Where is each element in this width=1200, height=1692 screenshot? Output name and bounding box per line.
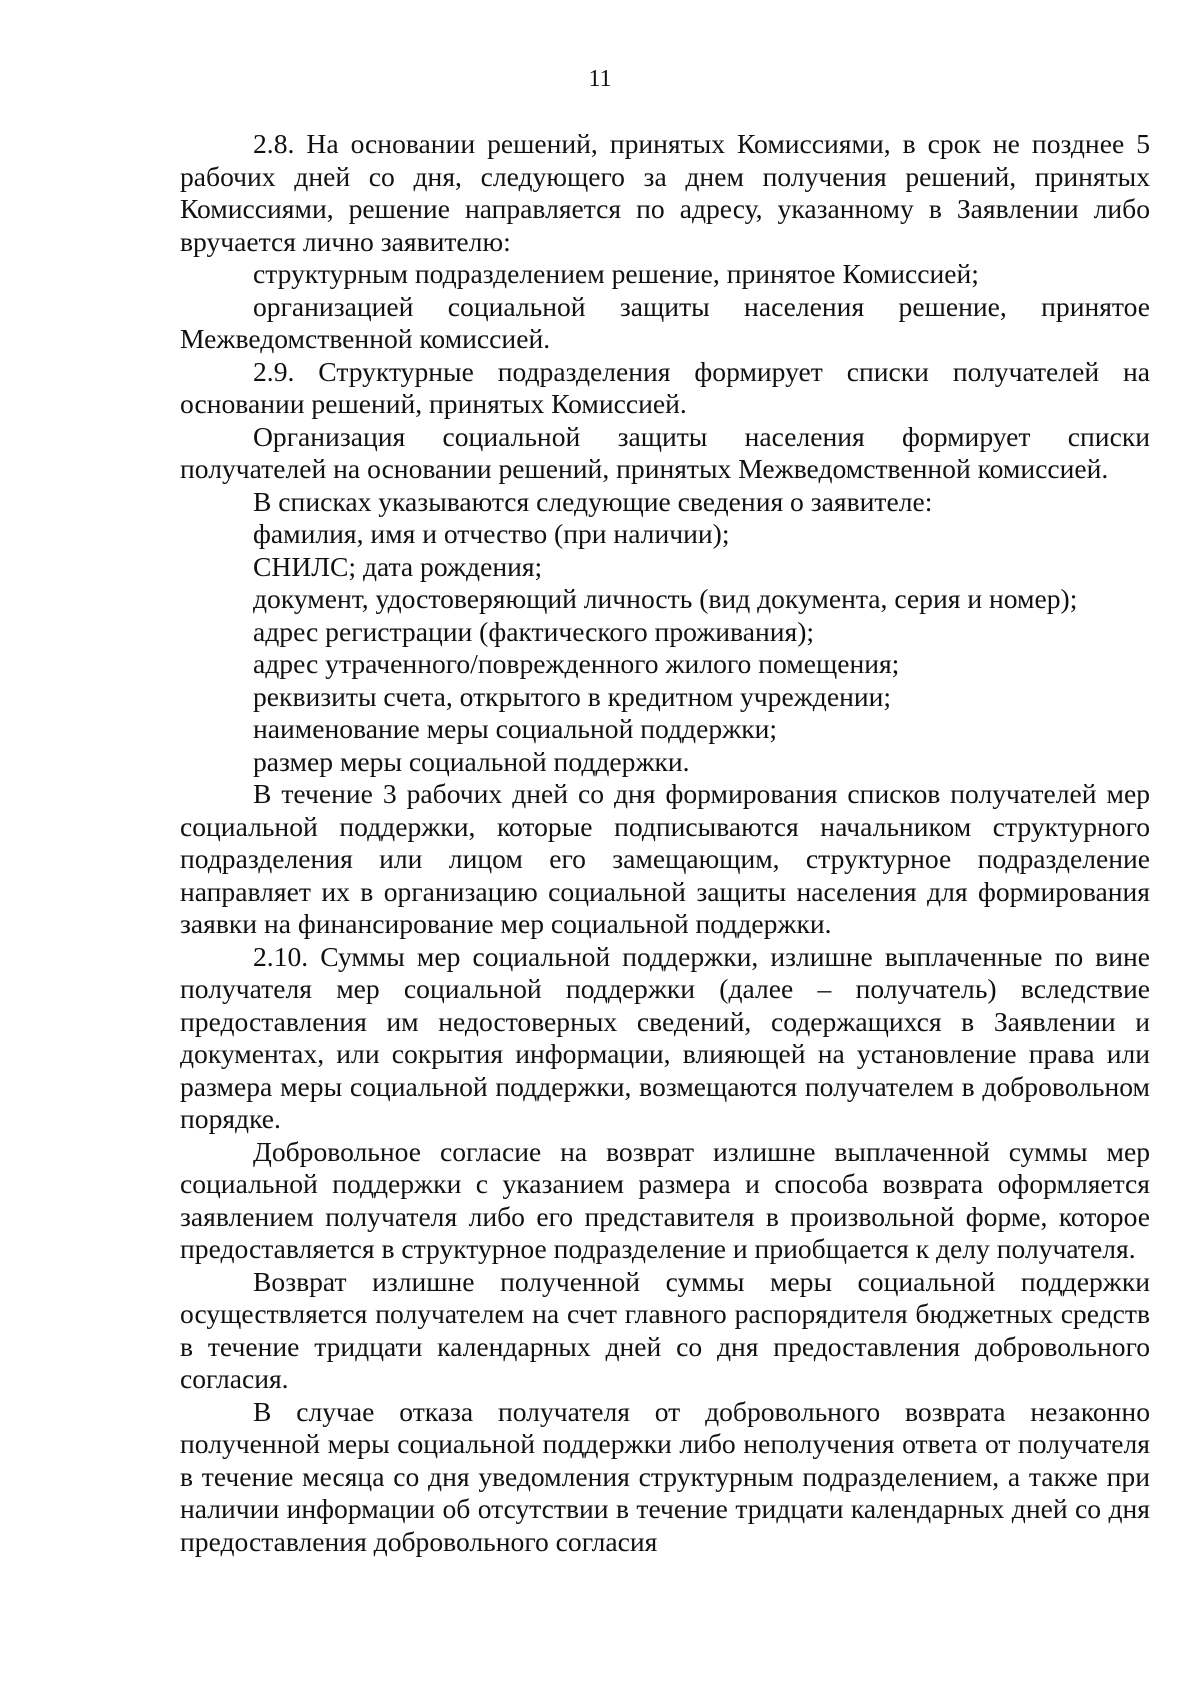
paragraph-list-details-intro: В списках указываются следующие сведения о заявителе:: [253, 485, 933, 517]
page-number: 11: [588, 66, 612, 92]
paragraph-refusal: В случае отказа получателя от добровольного возврата незаконно полученной меры социальной поддержки либо неполучения ответа от получателя в течение месяца со дня уведомления структурным подразделением, а также при наличии информации об отсутствии в течение тридцати календарных дней со дня предоставления добровольного согласия: [180, 1395, 1150, 1557]
document-body: [180, 128, 1150, 1558]
list-item-snils: СНИЛС; дата рождения;: [253, 550, 543, 582]
paragraph-2-8: 2.8. На основании решений, принятых Комиссиями, в срок не позднее 5 рабочих дней со дня, следующего за днем получения решений, принятых Комиссиями, решение направляется по адресу, указанному в Заявлении либо вручается лично заявителю:: [180, 128, 1150, 257]
paragraph-voluntary-consent: Добровольное согласие на возврат излишне выплаченной суммы мер социальной поддержки с указанием размера и способа возврата оформляется заявлением получателя либо его представителя в произвольной форме, которое предоставляется в структурное подразделение и приобщается к делу получателя.: [180, 1135, 1150, 1264]
paragraph-social-protection-org: организацией социальной защиты населения решение, принятое Межведомственной комиссией.: [180, 290, 1150, 354]
paragraph-organization-lists: Организация социальной защиты населения формирует списки получателей на основании решений, принятых Межведомственной комиссией.: [180, 420, 1150, 484]
list-item-support-amount: размер меры социальной поддержки.: [253, 745, 690, 777]
paragraph-structural-unit: структурным подразделением решение, принятое Комиссией;: [253, 258, 979, 289]
paragraph-three-working-days: В течение 3 рабочих дней со дня формирования списков получателей мер социальной поддержки, которые подписываются начальником структурного подразделения или лицом его замещающим, структурное подразделение направляет их в организацию социальной защиты населения для формирования заявки на финансирование мер социальной поддержки.: [180, 778, 1150, 939]
paragraph-2-10: 2.10. Суммы мер социальной поддержки, излишне выплаченные по вине получателя мер социальной поддержки (далее – получатель) вследствие предоставления им недостоверных сведений, содержащихся в Заявлении и документах, или сокрытия информации, влияющей на установление права или размера меры социальной поддержки, возмещаются получателем в добровольном порядке.: [180, 940, 1150, 1134]
paragraph-2-9: 2.9. Структурные подразделения формирует списки получателей на основании решений, принятых Комиссией.: [180, 355, 1150, 419]
list-item-damaged-housing-address: адрес утраченного/поврежденного жилого помещения;: [253, 648, 900, 679]
paragraph-refund: Возврат излишне полученной суммы меры социальной поддержки осуществляется получателем на счет главного распорядителя бюджетных средств в течение тридцати календарных дней со дня предоставления добровольного согласия.: [180, 1265, 1150, 1394]
list-item-identity-document: документ, удостоверяющий личность (вид документа, серия и номер);: [253, 583, 1078, 614]
list-item-registration-address: адрес регистрации (фактического проживания);: [253, 615, 815, 647]
list-item-bank-account: реквизиты счета, открытого в кредитном учреждении;: [253, 680, 892, 712]
list-item-full-name: фамилия, имя и отчество (при наличии);: [253, 518, 730, 549]
list-item-support-name: наименование меры социальной поддержки;: [253, 713, 778, 744]
